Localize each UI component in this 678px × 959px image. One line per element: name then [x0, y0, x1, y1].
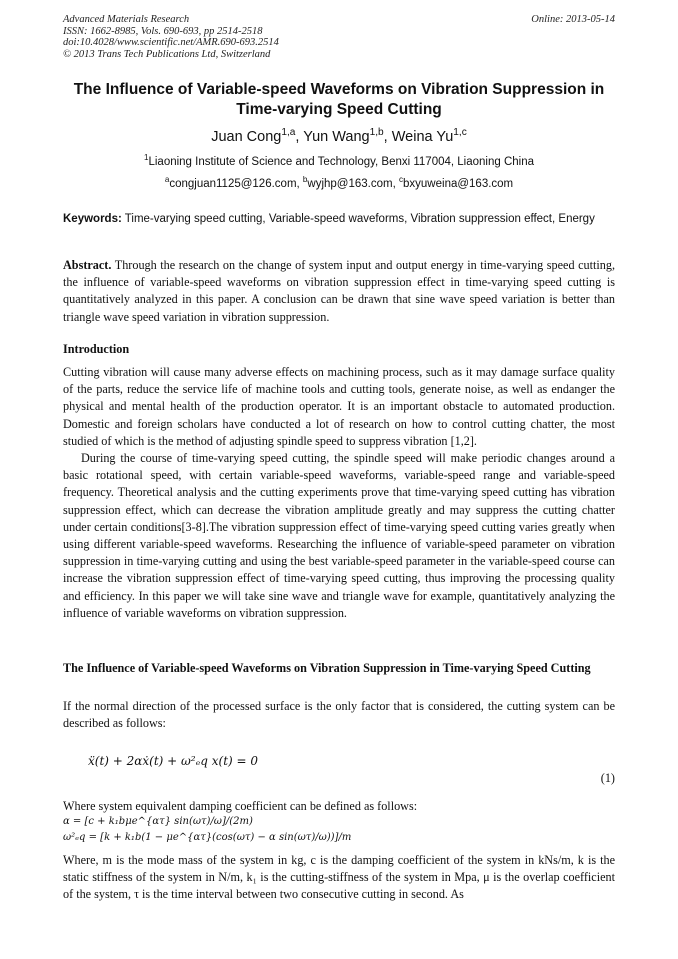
paragraph: During the course of time-varying speed cutting, the spindle speed will make periodic changes around a basic rotational speed, with certain variable-speed waveforms, variable-speed range and variable-speed frequency. Theoretical analysis and the cutting experiments prove that time-varying speed cutting has vibration suppression effect, which can decrease the vibration amplitude greatly and may suppress the cutting chatter under certain conditions[3-8].The vibration suppression effect of time-varying speed cutting varies greatly when using different variable-speed waveforms. Researching the influence of variable-speed parameter on vibration suppression in time-varying cutting and using the best variable-speed parameter in the variable-speed course can increase the vibration suppression effect of time-varying speed cutting, thus improving the processing quality and efficiency. In this paper we will take sine wave and triangle wave for example, quantitatively analyzing the influence of variable waveforms on vibration suppression. [63, 451, 615, 620]
paper-title: The Influence of Variable-speed Waveforms on Vibration Suppression in Time-varying Speed Cutting [73, 81, 605, 118]
author-name: Juan Cong [211, 129, 282, 145]
email-sup: a [164, 175, 170, 185]
introduction-heading: Introduction [63, 342, 130, 356]
journal-name: Advanced Materials Research [63, 14, 190, 25]
doi-line: doi:10.4028/www.scientific.net/AMR.690-693.2514 [63, 37, 279, 49]
keywords [63, 212, 615, 227]
affiliation [0, 153, 678, 168]
author-name: Yun Wang [303, 129, 370, 145]
author-sup: 1,c [453, 127, 467, 139]
author-name: Weina Yu [391, 129, 454, 145]
author-list: Juan Cong$^{1,a}$, Yun Wang$^{1,b}$, Weina Yu$^{1,c}$ [211, 127, 467, 145]
email-list: $^a$congjuan1125@126.com, $^b$wyjhp@163.com, $^c$bxyuweina@163.com [164, 175, 514, 190]
paragraph: Where, m is the mode mass of the system in kg, c is the damping coefficient of the system in kNs/m, k is the static stiffness of the system in N/m, k₁ is the cutting-stiffness of the system in Mpa, μ is the overlap coefficient of the system, τ is the time interval between two consecutive cutting in second. As [63, 853, 615, 902]
author-sup: 1,b [369, 127, 384, 139]
paragraph: If the normal direction of the processed surface is the only factor that is considered, the cutting system can be described as follows: [63, 699, 615, 731]
abstract [63, 257, 615, 326]
introduction-body [63, 364, 615, 622]
equation-alpha: α = [c + k₁bμe^{ατ} sin(ωτ)/ω]/(2m) [63, 816, 253, 827]
email[interactable]: bxyuweina@163.com [403, 178, 514, 190]
email-sup: b [302, 175, 308, 185]
keywords-label: Keywords: [63, 213, 122, 225]
paragraph: Cutting vibration will cause many adverse effects on machining process, such as it may damage surface quality of the parts, reduce the service life of machine tools and cutting tools, generate noise, as well as endanger the physical and mental health of the production operator. It is an important obstacle to automated production. Domestic and foreign scholars have conducted a lot of research on how to control cutting chatter, the most studied of which is the method of adjusting spindle speed to suppress vibration [1,2]. [63, 365, 615, 448]
abstract-text: Through the research on the change of system input and output energy in time-varying speed cutting, the influence of variable-speed waveforms on vibration suppression effect in time-varying speed cutting is quantitatively analyzed in this paper. A conclusion can be drawn that sine wave speed variation is better than triangle wave speed variation in vibration suppression. [63, 258, 615, 324]
equation-number: (1) [600, 771, 615, 785]
copyright-line: © 2013 Trans Tech Publications Ltd, Switzerland [63, 48, 271, 60]
section-heading: The Influence of Variable-speed Waveforms on Vibration Suppression in Time-varying Speed Cutting [63, 661, 591, 675]
affiliation-text: Liaoning Institute of Science and Technology, Benxi 117004, Liaoning China [148, 156, 534, 168]
email[interactable]: congjuan1125@126.com [169, 178, 297, 190]
abstract-label: Abstract. [63, 258, 112, 272]
email-sup: c [398, 175, 404, 185]
equation-1: ẍ(t) + 2αẋ(t) + ω²ₑq x(t) = 0 [88, 754, 259, 768]
keywords-text: Time-varying speed cutting, Variable-speed waveforms, Vibration suppression effect, Energy [124, 213, 595, 225]
equation-omega: ω²ₑq = [k + k₁b(1 − μe^{ατ}(cos(ωτ) − α sin(ωτ)/ω))]/m [63, 832, 352, 843]
journal-header [63, 14, 279, 60]
affiliation-sup: 1 [143, 153, 149, 163]
author-sup: 1,a [281, 127, 296, 139]
issn-line: ISSN: 1662-8985, Vols. 690-693, pp 2514-2518 [63, 25, 263, 37]
paragraph: Where system equivalent damping coefficient can be defined as follows: [63, 799, 418, 813]
online-date: Online: 2013-05-14 [531, 14, 615, 25]
email[interactable]: wyjhp@163.com [307, 178, 393, 190]
